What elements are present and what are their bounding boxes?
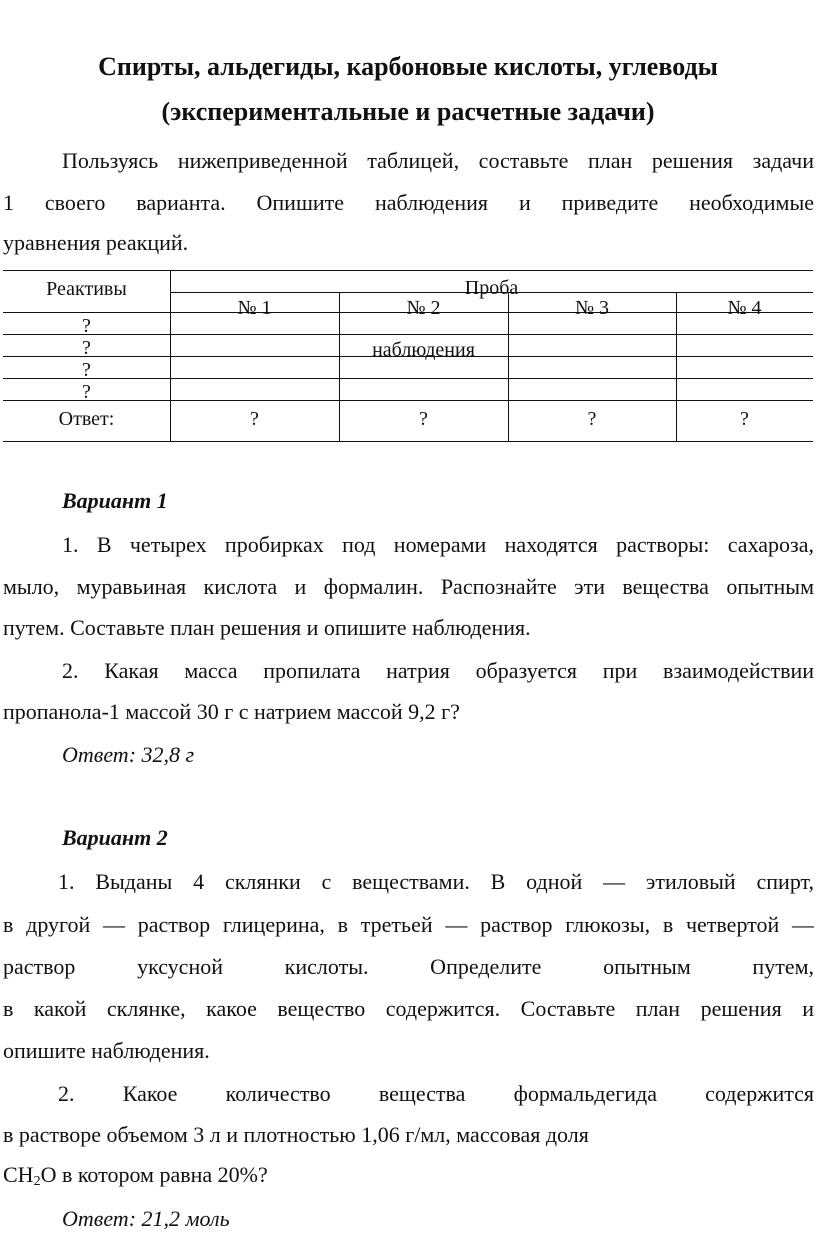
- table-answer-1: ?: [250, 408, 259, 430]
- table-column-1: № 1: [237, 297, 272, 319]
- variant-2-task-2-line-2: в растворе объемом 3 л и плотностью 1,06 г/мл, массовая доля: [3, 1122, 589, 1147]
- table-border-top: [3, 270, 813, 271]
- variant-1-answer: Ответ: 32,8 г: [62, 742, 195, 767]
- variant-1-task-1-line-1: 1. В четырех пробирках под номерами находятся растворы: сахароза,: [62, 532, 814, 557]
- table-column-2: № 2: [406, 297, 441, 319]
- table-header-sample: Проба: [464, 277, 519, 299]
- table-reagent-1: ?: [82, 315, 91, 337]
- variant-2-task-1-line-3: раствор уксусной кислоты. Определите опытным путем,: [3, 954, 814, 979]
- formula-rest: O в котором равна 20%?: [40, 1162, 268, 1187]
- page-title: Спирты, альдегиды, карбоновые кислоты, углеводы: [98, 52, 718, 81]
- variant-2-answer: Ответ: 21,2 моль: [62, 1206, 230, 1231]
- formula-ch: CH: [3, 1162, 34, 1187]
- table-column-4: № 4: [727, 297, 762, 319]
- table-border-bottom: [3, 441, 813, 442]
- intro-line-3: уравнения реакций.: [3, 230, 189, 255]
- variant-1-task-1-line-3: путем. Составьте план решения и опишите наблюдения.: [3, 615, 531, 640]
- variant-2-task-1-line-2: в другой — раствор глицерина, в третьей — раствор глюкозы, в четвертой —: [3, 912, 814, 937]
- table-header-reagents: Реактивы: [46, 278, 127, 300]
- variant-1-task-2-line-1: 2. Какая масса пропилата натрия образуется при взаимодействии: [62, 658, 814, 683]
- table-answer-label: Ответ:: [58, 408, 115, 430]
- intro-line-1: Пользуясь нижеприведенной таблицей, составьте план решения задачи: [62, 148, 814, 173]
- variant-2-task-1-line-5: опишите наблюдения.: [3, 1038, 210, 1063]
- page-subtitle: (экспериментальные и расчетные задачи): [161, 97, 655, 126]
- intro-line-2: 1 своего варианта. Опишите наблюдения и приведите необходимые: [3, 190, 814, 215]
- table-answer-3: ?: [587, 408, 597, 430]
- table-reagent-4: ?: [82, 381, 91, 403]
- formula-subscript: 2: [33, 1174, 41, 1189]
- table-reagent-3: ?: [82, 359, 91, 381]
- table-reagent-2: ?: [82, 337, 91, 359]
- table-column-3: № 3: [574, 297, 610, 319]
- table-answer-4: ?: [740, 408, 749, 430]
- table-answer-2: ?: [419, 408, 428, 430]
- variant-1-heading: Вариант 1: [62, 488, 168, 513]
- table-observations-label: наблюдения: [372, 339, 475, 361]
- variant-1-task-2-line-2: пропанола-1 массой 30 г с натрием массой 9,2 г?: [3, 699, 460, 724]
- variant-2-task-2-line-1: 2. Какое количество вещества формальдегида содержится: [58, 1081, 814, 1106]
- variant-2-heading: Вариант 2: [62, 825, 168, 850]
- variant-1-task-1-line-2: мыло, муравьиная кислота и формалин. Распознайте эти вещества опытным: [3, 574, 814, 599]
- variant-2-task-1-line-1: 1. Выданы 4 склянки с веществами. В одной — этиловый спирт,: [58, 869, 814, 894]
- variant-2-task-2-line-3: [3, 1162, 268, 1188]
- variant-2-task-1-line-4: в какой склянке, какое вещество содержится. Составьте план решения и: [3, 996, 814, 1021]
